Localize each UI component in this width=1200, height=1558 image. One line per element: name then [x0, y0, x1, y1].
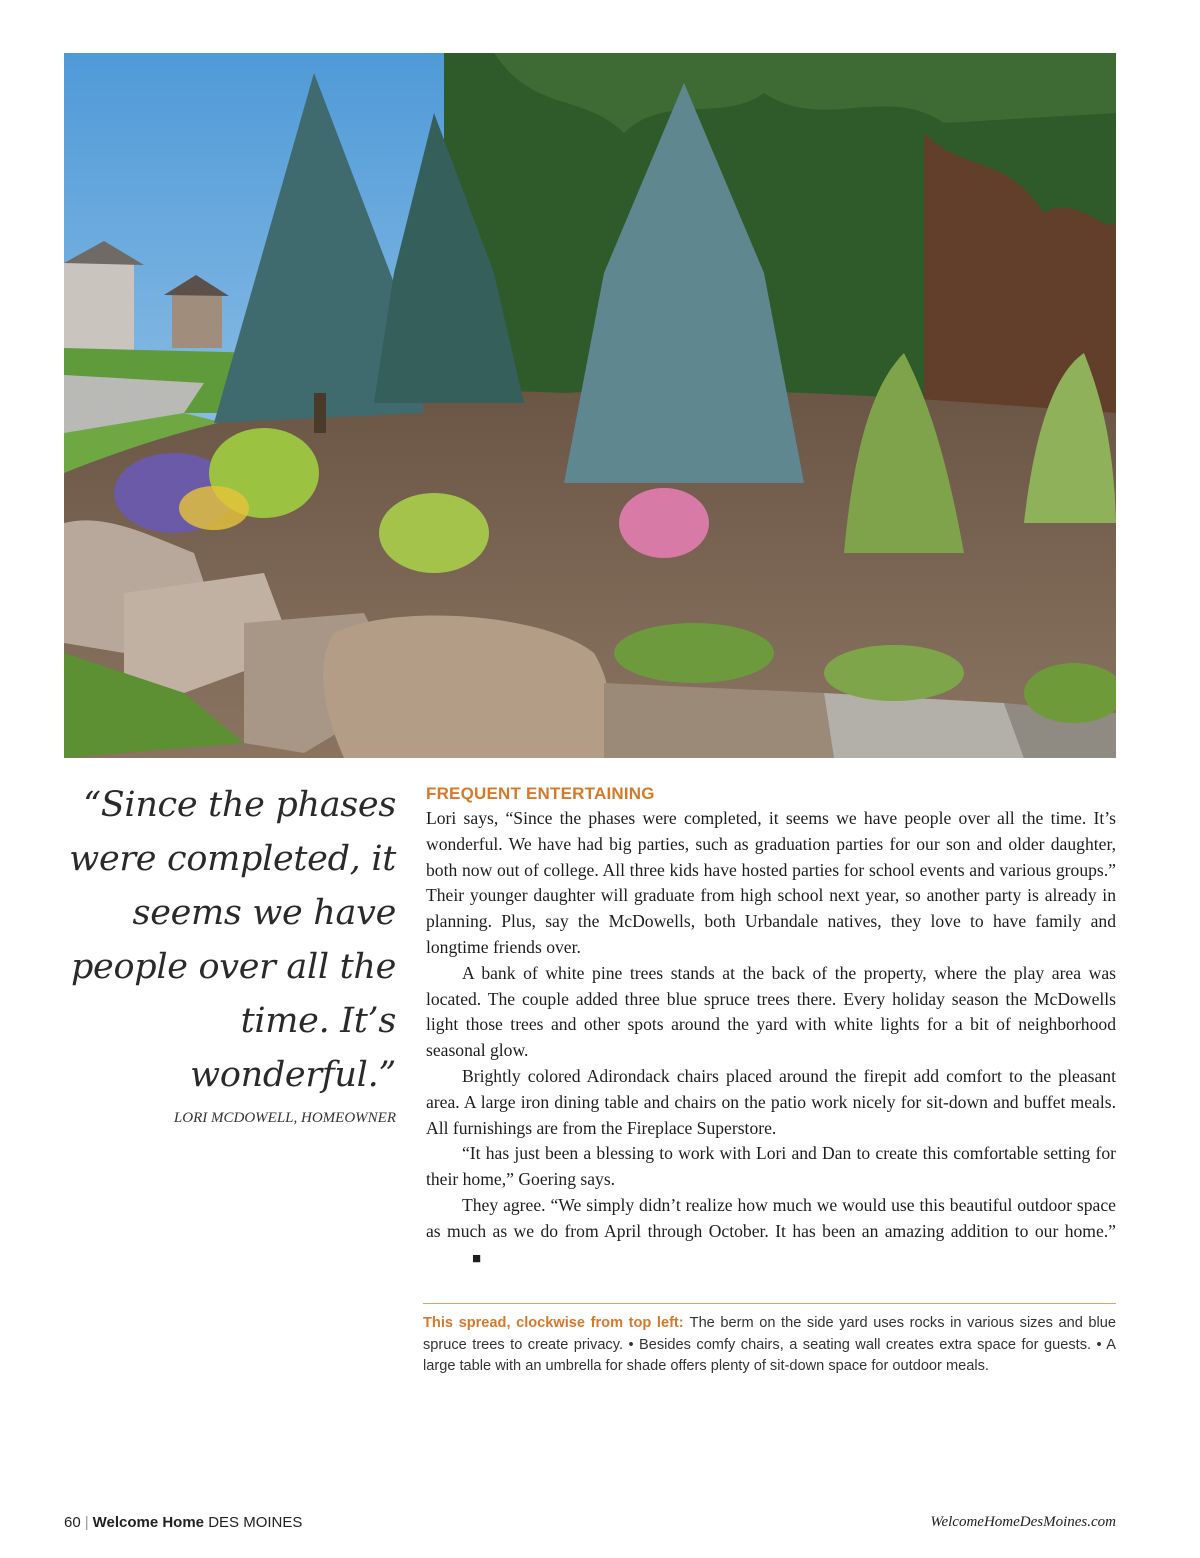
photo-caption: [423, 1313, 1116, 1378]
landscape-photo: [64, 53, 1116, 758]
magazine-city: DES MOINES: [208, 1514, 303, 1531]
article-paragraph: A bank of white pine trees stands at the back of the property, where the play area was located. The couple added three blue spruce trees there. Every holiday season the McDowells light those trees and other spots around the yard with white lights for a bit of neighborhood seasonal glow.: [426, 962, 1116, 1061]
caption-lead: This spread, clockwise from top left:: [423, 1315, 684, 1331]
folio-separator: |: [84, 1514, 89, 1531]
article-body: [426, 784, 1116, 1272]
end-mark-icon: ■: [472, 1250, 482, 1267]
page-number: 60: [64, 1514, 81, 1531]
article-paragraph-text: They agree. “We simply didn’t realize how much we would use this beautiful outdoor space as much as we do from April through October. It has been an amazing addition to our home.”: [426, 1194, 1116, 1241]
folio: [64, 1514, 302, 1531]
caption-text: The berm on the side yard uses rocks in various sizes and blue spruce trees to create privacy. • Besides comfy chairs, a seating wall creates extra space for guests. • A large table with an umbrella for shade offers plenty of sit-down space for outdoor meals.: [423, 1315, 1116, 1374]
pull-quote: [60, 778, 396, 1127]
magazine-brand: Welcome Home: [92, 1514, 205, 1531]
caption-divider: [423, 1303, 1116, 1304]
pull-quote-text: “Since the phases were completed, it seems we have people over all the time. It’s wonderful.”: [69, 785, 396, 1095]
article-paragraph-last: [426, 1193, 1116, 1272]
article-paragraph: “It has just been a blessing to work with Lori and Dan to create this comfortable setting for their home,” Goering says.: [426, 1143, 1116, 1190]
pull-quote-attribution: LORI MCDOWELL, HOMEOWNER: [173, 1110, 396, 1126]
article-paragraph: Lori says, “Since the phases were completed, it seems we have people over all the time. It’s wonderful. We have had big parties, such as graduation parties for our son and older daughter, both now out of college. All three kids have hosted parties for school events and various groups.” Their younger daughter will graduate from high school next year, so another party is already in planning. Plus, say the McDowells, both Urbandale natives, they love to have family and longtime friends over.: [426, 808, 1116, 957]
article-paragraph: Brightly colored Adirondack chairs placed around the firepit add comfort to the pleasant area. A large iron dining table and chairs on the patio work nicely for sit-down and buffet meals. All furnishings are from the Fireplace Superstore.: [426, 1065, 1116, 1138]
section-heading: FREQUENT ENTERTAINING: [426, 784, 655, 803]
website-url: WelcomeHomeDesMoines.com: [930, 1514, 1116, 1530]
